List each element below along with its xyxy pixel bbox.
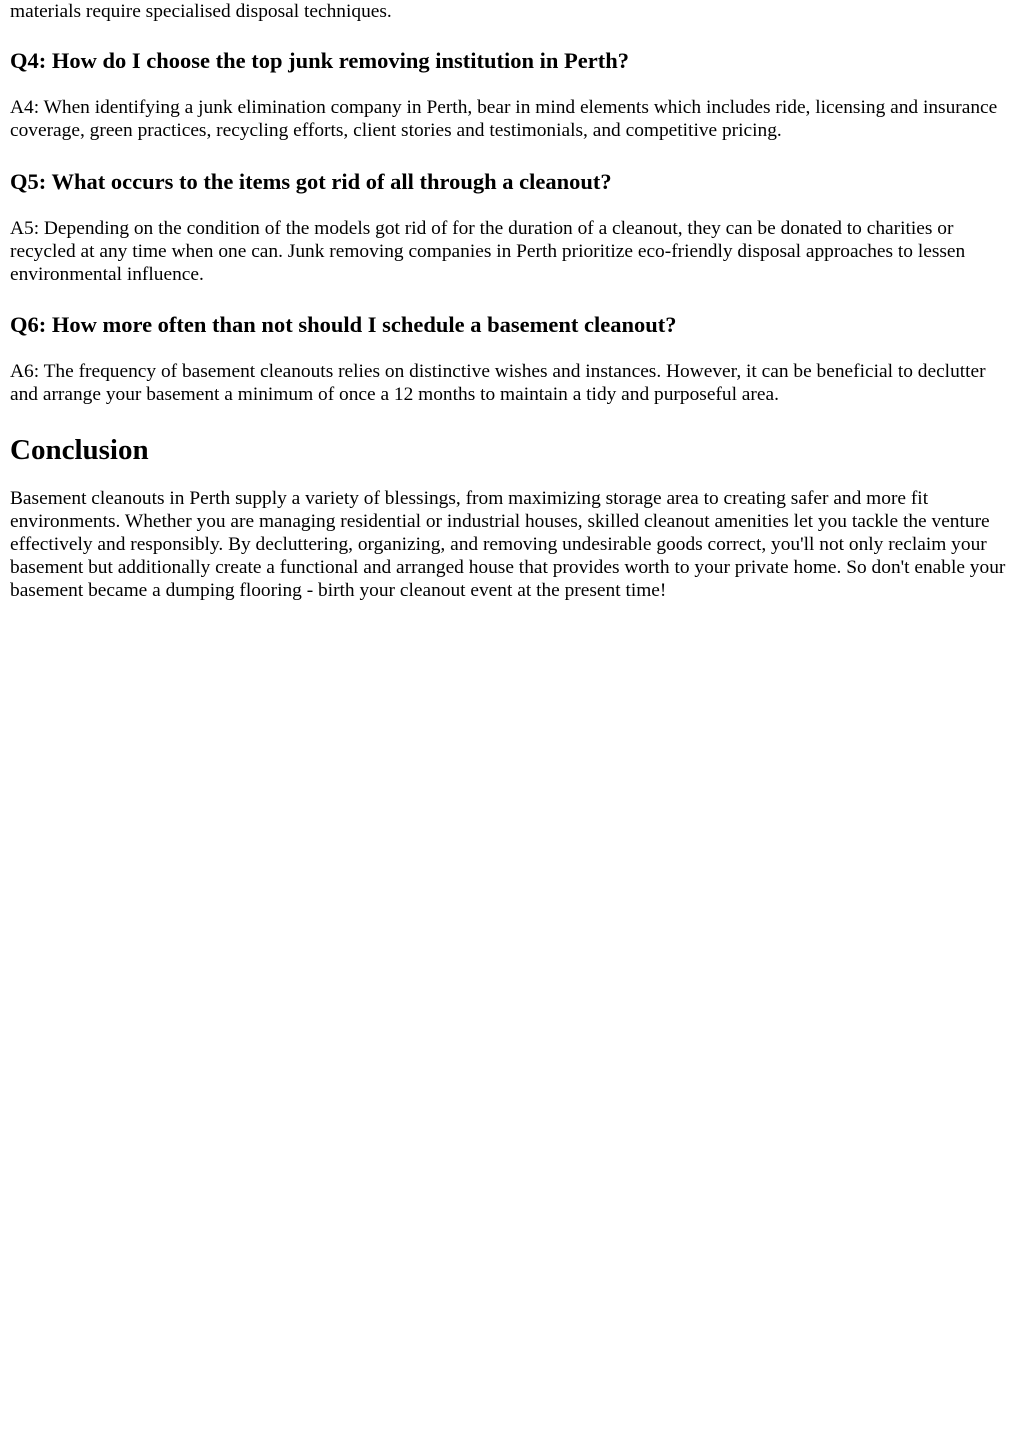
faq-question-q5: Q5: What occurs to the items got rid of all through a cleanout?	[10, 168, 612, 194]
previous-answer-fragment: materials require specialised disposal techniques.	[10, 1, 392, 22]
faq-question-q6: Q6: How more often than not should I schedule a basement cleanout?	[10, 312, 677, 338]
conclusion-heading: Conclusion	[10, 433, 149, 466]
conclusion-paragraph: Basement cleanouts in Perth supply a variety of blessings, from maximizing storage area to creating safer and more fit environments. Whether you are managing residential or industrial houses, skilled cleanout amenities let you tackle the venture effectively and responsibly. By decluttering, organizing, and removing undesirable goods correct, you'll not only reclaim your basement but additionally create a functional and arranged house that provides worth to your private home. So don't enable your basement became a dumping flooring - birth your cleanout event at the present time!	[10, 487, 1006, 602]
article-page	[0, 0, 1024, 603]
faq-answer-a5: A5: Depending on the condition of the models got rid of for the duration of a cleanout, they can be donated to charities or recycled at any time when one can. Junk removing companies in Perth prioritize eco-friendly disposal approaches to lessen environmental influence.	[10, 217, 966, 286]
faq-answer-a4: A4: When identifying a junk elimination company in Perth, bear in mind elements which includes ride, licensing and insurance coverage, green practices, recycling efforts, client stories and testimonials, and competitive pricing.	[10, 97, 998, 142]
faq-answer-a6: A6: The frequency of basement cleanouts relies on distinctive wishes and instances. However, it can be beneficial to declutter and arrange your basement a minimum of once a 12 months to maintain a tidy and purposeful area.	[10, 361, 986, 406]
faq-question-q4: Q4: How do I choose the top junk removing institution in Perth?	[10, 48, 630, 74]
